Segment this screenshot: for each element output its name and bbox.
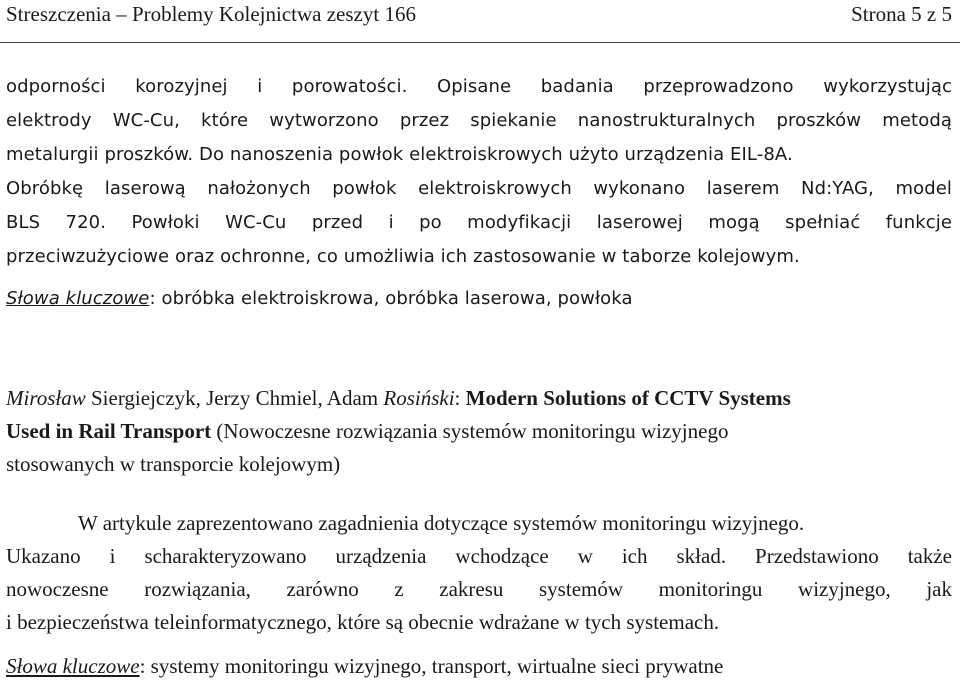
abstract1-keywords <box>6 288 633 309</box>
abstract2-line-2: Ukazano i scharakteryzowano urządzenia wchodzące w ich skład. Przedstawiono także <box>6 544 952 568</box>
keywords-text-2: : systemy monitoringu wizyjnego, transport, wirtualne sieci prywatne <box>139 654 724 678</box>
page-header <box>0 0 960 43</box>
abstract2-keywords <box>6 654 723 679</box>
abstract2-line-4: i bezpieczeństwa teleinformatycznego, które są obecnie wdrażane w tych systemach. <box>6 610 720 634</box>
abstract1-line-5: BLS 720. Powłoki WC-Cu przed i po modyfikacji laserowej mogą spełniać funkcje <box>6 212 952 233</box>
article-title-part-2: Used in Rail Transport <box>6 419 212 443</box>
abstract2-line-3: nowoczesne rozwiązania, zarówno z zakresu systemów monitoringu wizyjnego, jak <box>6 577 952 601</box>
keywords-label: Słowa kluczowe <box>6 288 150 309</box>
authors-colon: : <box>454 386 466 410</box>
author-3: Rosiński <box>383 386 455 410</box>
article2-heading-line-3: stosowanych w transporcie kolejowym) <box>6 452 341 476</box>
article2-heading-line-2 <box>6 419 728 444</box>
authors-rest: Siergiejczyk, Jerzy Chmiel, Adam <box>85 386 384 410</box>
page-number: Strona 5 z 5 <box>851 2 952 26</box>
keywords-label-2: Słowa kluczowe <box>6 654 140 678</box>
author-1: Mirosław <box>6 386 86 410</box>
keywords-text: : obróbka elektroiskrowa, obróbka laserowa, powłoka <box>149 288 633 309</box>
translation-part-1: (Nowoczesne rozwiązania systemów monitoringu wizyjnego <box>211 419 729 443</box>
article2-heading-line-1 <box>6 386 791 411</box>
abstract1-line-2: elektrody WC-Cu, które wytworzono przez spiekanie nanostrukturalnych proszków metodą <box>6 110 952 131</box>
abstract1-line-6: przeciwzużyciowe oraz ochronne, co umożliwia ich zastosowanie w taborze kolejowym. <box>6 246 800 267</box>
abstract1-line-1: odporności korozyjnej i porowatości. Opisane badania przeprowadzono wykorzystując <box>6 76 952 97</box>
abstract1-line-3: metalurgii proszków. Do nanoszenia powłok elektroiskrowych użyto urządzenia EIL-8A. <box>6 144 793 165</box>
abstract2-line-1: W artykule zaprezentowano zagadnienia dotyczące systemów monitoringu wizyjnego. <box>78 511 805 535</box>
abstract1-line-4: Obróbkę laserową nałożonych powłok elektroiskrowych wykonano laserem Nd:YAG, model <box>6 178 952 199</box>
article-title-part-1: Modern Solutions of CCTV Systems <box>465 386 791 410</box>
journal-title: Streszczenia – Problemy Kolejnictwa zeszyt 166 <box>6 2 416 26</box>
